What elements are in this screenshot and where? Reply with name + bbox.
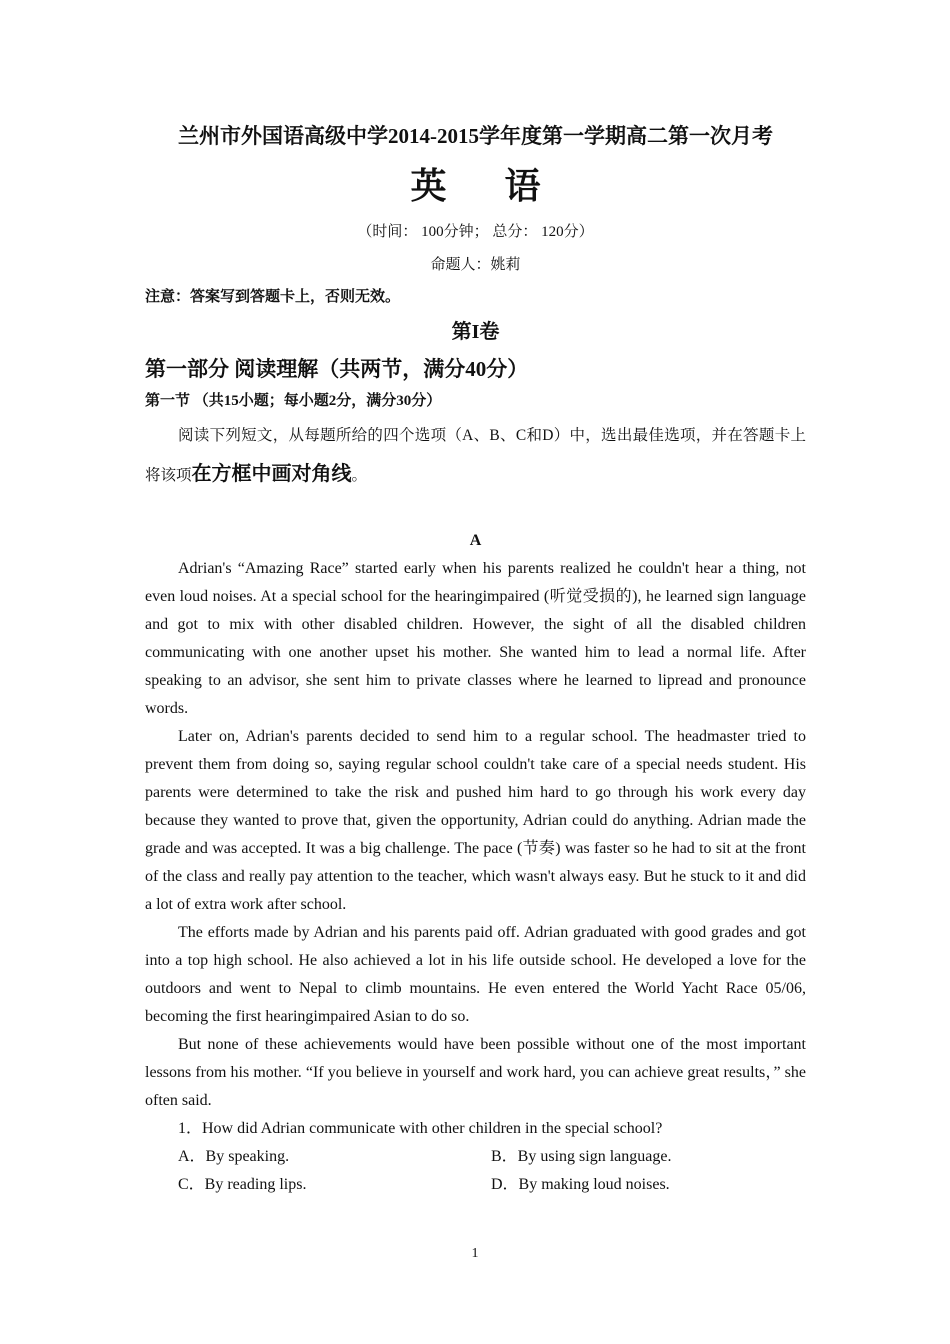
subject-heading: 英语 <box>410 166 599 206</box>
question-1-options-row-1 <box>145 1143 806 1171</box>
exam-time-score: （时间： 100分钟； 总分： 120分） <box>357 224 594 240</box>
instructions-end: 。 <box>351 467 368 484</box>
option-a: A．By speaking. <box>178 1148 290 1165</box>
passage-paragraph: Adrian's “Amazing Race” started early when his parents realized he couldn't hear a thing, not even loud noises. At a special school for the hearingimpaired (听觉受损的), he learned sign language and got to mix with other disabled children. However, the sight of all the disabled children communicating with one another upset his mother. She wanted him to lead a normal life. After speaking to an advisor, she sent him to private classes where he learned to lipread and pronounce words. <box>145 560 806 717</box>
part-heading: 第一部分 阅读理解（共两节，满分40分） <box>145 357 529 381</box>
section-heading: 第一节 （共15小题；每小题2分，满分30分） <box>145 393 442 409</box>
exam-title: 兰州市外国语高级中学2014-2015学年度第一学期高二第一次月考 <box>178 124 773 148</box>
option-b: B．By using sign language. <box>491 1148 672 1165</box>
passage-paragraph: But none of these achievements would have been possible without one of the most important lessons from his mother. “If you believe in yourself and work hard, you can achieve great results，” she often said. <box>145 1036 806 1109</box>
option-d: D．By making loud noises. <box>491 1176 670 1193</box>
exam-author: 命题人：姚莉 <box>430 257 521 273</box>
instructions-text: 阅读下列短文，从每题所给的四个选项（A、B、C和D）中，选出最佳选项，并在答题卡上将该项 <box>145 427 806 484</box>
volume-heading: 第I卷 <box>451 321 500 343</box>
page-number: 1 <box>471 1246 479 1261</box>
passage-paragraph: Later on, Adrian's parents decided to send him to a regular school. The headmaster tried to prevent them from doing so, saying regular school couldn't take care of a special needs student. His parents were determined to take the risk and pushed him hard to go through his work every day because they wanted to prove that, given the opportunity, Adrian could do anything. Adrian made the grade and was accepted. It was a big challenge. The pace (节奏) was faster so he had to sit at the front of the class and really pay attention to the teacher, which wasn't always easy. But he stuck to it and did a lot of extra work after school. <box>145 728 806 913</box>
instructions <box>145 417 806 495</box>
instructions-emphasis: 在方框中画对角线 <box>191 463 352 485</box>
answer-note: 注意：答案写到答题卡上，否则无效。 <box>145 289 401 305</box>
option-c: C．By reading lips. <box>178 1176 307 1193</box>
page-content <box>145 120 806 1199</box>
question-1-options-row-2 <box>145 1171 806 1199</box>
passage-paragraph: The efforts made by Adrian and his parents paid off. Adrian graduated with good grades and got into a top high school. He also achieved a lot in his life outside school. He developed a love for the outdoors and went to Nepal to climb mountains. He even entered the World Yacht Race 05/06, becoming the first hearingimpaired Asian to do so. <box>145 924 806 1025</box>
question-1-stem: 1．How did Adrian communicate with other children in the special school? <box>178 1120 663 1137</box>
passage-label: A <box>469 532 482 549</box>
